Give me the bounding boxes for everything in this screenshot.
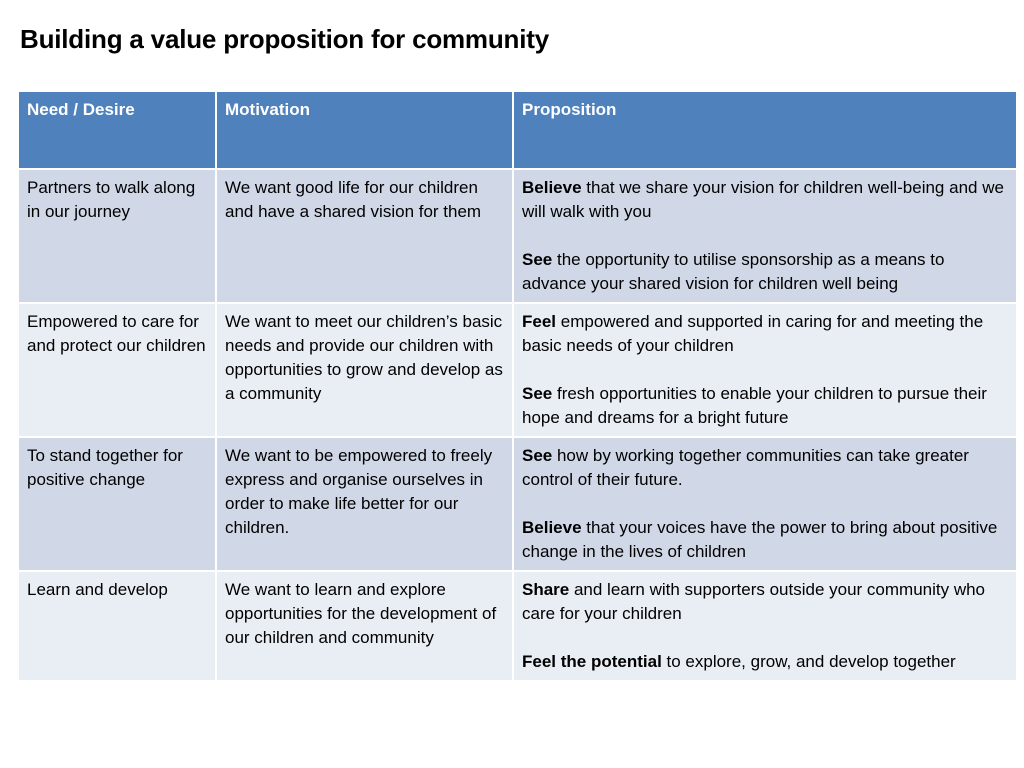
- proposition-cell: [514, 572, 1016, 680]
- motivation-cell: We want to learn and explore opportunities for the development of our children and community: [217, 572, 512, 680]
- proposition-keyword: See: [522, 384, 553, 403]
- need-cell: Learn and develop: [19, 572, 215, 680]
- proposition-text: that we share your vision for children well-being and we will walk with you: [522, 178, 1004, 221]
- proposition-statement: [522, 650, 1008, 674]
- table-row: [19, 304, 1016, 436]
- motivation-cell: We want good life for our children and have a shared vision for them: [217, 170, 512, 302]
- need-cell: Empowered to care for and protect our children: [19, 304, 215, 436]
- proposition-keyword: See: [522, 250, 553, 269]
- table-row: [19, 438, 1016, 570]
- motivation-cell: We want to be empowered to freely express and organise ourselves in order to make life better for our children.: [217, 438, 512, 570]
- table-row: [19, 170, 1016, 302]
- proposition-keyword: Feel the potential: [522, 652, 662, 671]
- header-proposition: Proposition: [514, 92, 1016, 168]
- proposition-keyword: Feel: [522, 312, 557, 331]
- page-title: Building a value proposition for community: [20, 24, 549, 54]
- proposition-text: how by working together communities can take greater control of their future.: [522, 446, 969, 489]
- proposition-text: empowered and supported in caring for and meeting the basic needs of your children: [522, 312, 984, 355]
- motivation-cell: We want to meet our children’s basic needs and provide our children with opportunities to grow and develop as a community: [217, 304, 512, 436]
- proposition-statement: [522, 310, 1008, 358]
- proposition-text: that your voices have the power to bring about positive change in the lives of children: [522, 518, 998, 561]
- proposition-keyword: Believe: [522, 518, 582, 537]
- proposition-text: fresh opportunities to enable your children to pursue their hope and dreams for a bright future: [522, 384, 987, 427]
- proposition-cell: [514, 170, 1016, 302]
- table-header-row: [19, 92, 1016, 168]
- proposition-statement: [522, 444, 1008, 492]
- header-need-desire: Need / Desire: [19, 92, 215, 168]
- header-motivation: Motivation: [217, 92, 512, 168]
- proposition-statement: [522, 516, 1008, 564]
- proposition-statement: [522, 578, 1008, 626]
- proposition-text: and learn with supporters outside your community who care for your children: [522, 580, 986, 623]
- proposition-statement: [522, 176, 1008, 224]
- proposition-keyword: Share: [522, 580, 570, 599]
- proposition-text: the opportunity to utilise sponsorship as a means to advance your shared vision for children well being: [522, 250, 945, 293]
- proposition-cell: [514, 304, 1016, 436]
- need-cell: Partners to walk along in our journey: [19, 170, 215, 302]
- proposition-keyword: Believe: [522, 178, 582, 197]
- table-row: [19, 572, 1016, 680]
- need-cell: To stand together for positive change: [19, 438, 215, 570]
- value-proposition-table: [17, 90, 1018, 682]
- proposition-cell: [514, 438, 1016, 570]
- proposition-statement: [522, 382, 1008, 430]
- proposition-statement: [522, 248, 1008, 296]
- proposition-text: to explore, grow, and develop together: [661, 652, 956, 671]
- proposition-keyword: See: [522, 446, 553, 465]
